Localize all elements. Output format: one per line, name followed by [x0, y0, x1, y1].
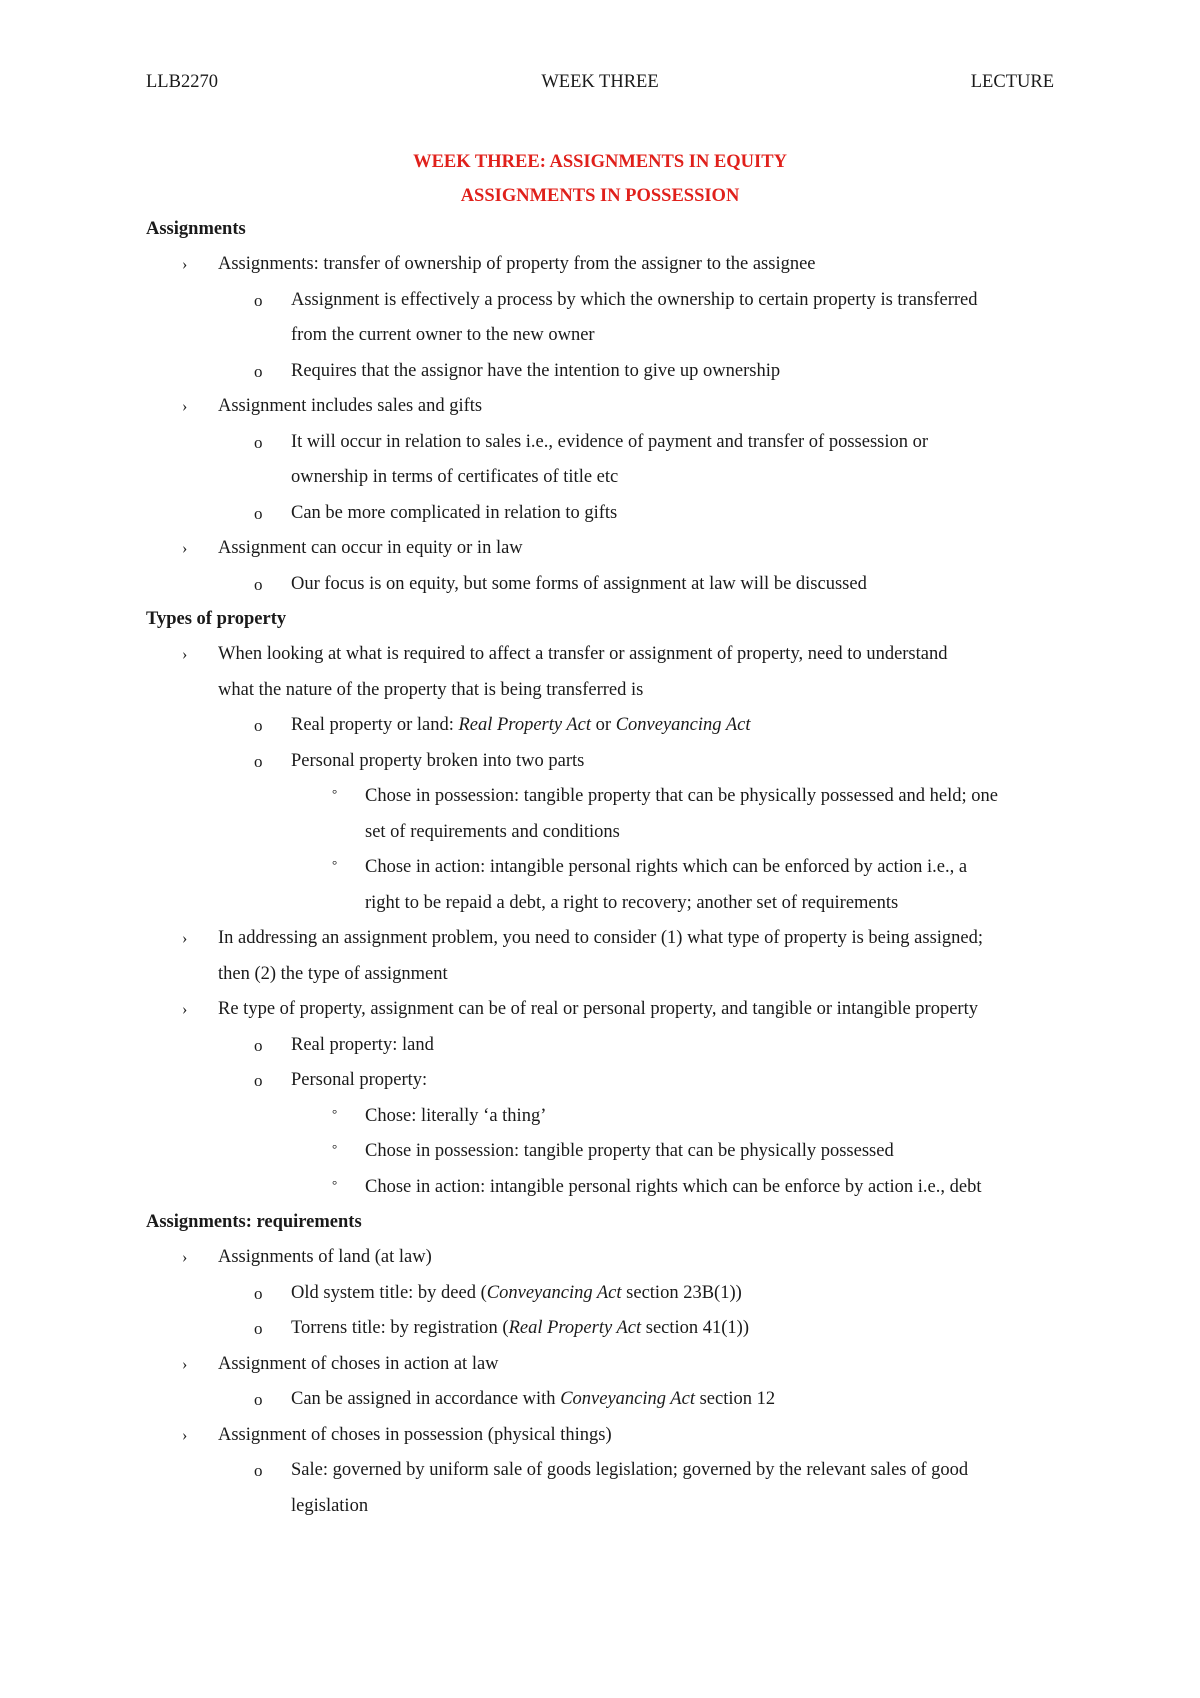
degree-bullet-icon: ° [332, 1105, 338, 1121]
list-item-text: Sale: governed by uniform sale of goods legislation; governed by the relevant sales of good [291, 1460, 969, 1480]
list-item-text: set of requirements and conditions [365, 821, 620, 842]
title-line-2: ASSIGNMENTS IN POSSESSION [460, 186, 740, 206]
list-item [146, 531, 1066, 567]
list-item [146, 1453, 1066, 1489]
header-type: LECTURE [970, 72, 1054, 92]
text-run: Can be assigned in accordance with [291, 1389, 561, 1409]
list-item-continuation [146, 460, 1066, 496]
list-item [146, 637, 1066, 673]
list-item-text: Personal property broken into two parts [291, 750, 585, 771]
chevron-bullet-icon: › [182, 256, 188, 273]
list-item [146, 1170, 1066, 1206]
list-item [146, 283, 1066, 319]
header-week: WEEK THREE [541, 72, 659, 92]
list-item-text: Assignment can occur in equity or in law [218, 538, 523, 558]
legislation-title: Conveyancing Act [615, 715, 751, 735]
circle-bullet-icon: o [254, 1283, 263, 1303]
list-item-text: Real property: land [291, 1034, 434, 1055]
legislation-title: Real Property Act [508, 1318, 642, 1338]
document-body [146, 212, 1066, 1524]
list-item [146, 779, 1066, 815]
list-item [146, 850, 1066, 886]
list-item-text: Assignment is effectively a process by which the ownership to certain property is transferred [291, 289, 978, 310]
circle-bullet-icon: o [254, 1035, 263, 1055]
list-item-text: legislation [291, 1495, 369, 1516]
list-item [146, 708, 1066, 744]
section-heading-assignments: Assignments [146, 219, 246, 239]
chevron-bullet-icon: › [182, 1355, 188, 1373]
circle-bullet-icon: o [254, 1319, 263, 1338]
list-item-text [291, 1283, 742, 1303]
circle-bullet-icon: o [254, 716, 263, 735]
chevron-bullet-icon: › [182, 1426, 188, 1444]
list-item-text: what the nature of the property that is being transferred is [218, 679, 644, 700]
chevron-bullet-icon: › [182, 1249, 188, 1266]
list-item-text [291, 715, 750, 735]
list-item-continuation [146, 1489, 1066, 1525]
circle-bullet-icon: o [254, 751, 263, 771]
list-item-text: Chose in action: intangible personal rights which can be enforced by action i.e., a [365, 857, 968, 877]
circle-bullet-icon: o [254, 574, 263, 594]
list-item-text: Chose in possession: tangible property that can be physically possessed [365, 1141, 894, 1161]
degree-bullet-icon: ° [332, 786, 338, 801]
circle-bullet-icon: o [254, 290, 263, 310]
list-item-text [291, 1389, 775, 1409]
section-heading-types-of-property: Types of property [146, 609, 287, 629]
list-item [146, 1276, 1066, 1312]
list-item [146, 1063, 1066, 1099]
list-item-continuation [146, 673, 1066, 709]
list-item-text: Assignment of choses in possession (physical things) [218, 1424, 612, 1445]
list-item [146, 992, 1066, 1028]
circle-bullet-icon: o [254, 1390, 263, 1409]
list-item [146, 744, 1066, 780]
list-item-text: Chose in action: intangible personal rights which can be enforce by action i.e., debt [365, 1176, 982, 1197]
list-item-text: Assignments of land (at law) [218, 1247, 432, 1267]
list-item-text: Assignments: transfer of ownership of property from the assigner to the assignee [218, 254, 816, 274]
document-title [146, 145, 1054, 213]
circle-bullet-icon: o [254, 432, 263, 452]
list-item [146, 389, 1066, 425]
circle-bullet-icon: o [254, 1071, 263, 1090]
list-item [146, 1240, 1066, 1276]
chevron-bullet-icon: › [182, 398, 188, 415]
list-item-text: Requires that the assignor have the intention to give up ownership [291, 360, 781, 381]
circle-bullet-icon: o [254, 503, 263, 523]
list-item [146, 1347, 1066, 1383]
list-item-text: Assignment of choses in action at law [218, 1353, 499, 1374]
title-line-1: WEEK THREE: ASSIGNMENTS IN EQUITY [413, 152, 787, 172]
section-heading-assignments-requirements: Assignments: requirements [146, 1212, 362, 1232]
list-item-continuation [146, 815, 1066, 851]
list-item-text: right to be repaid a debt, a right to recovery; another set of requirements [365, 892, 899, 913]
text-run: Real property or land: [291, 715, 459, 735]
text-run: Old system title: by deed ( [291, 1282, 487, 1303]
list-item [146, 496, 1066, 532]
list-item-text: Can be more complicated in relation to gifts [291, 502, 618, 523]
circle-bullet-icon: o [254, 361, 263, 381]
list-item [146, 1099, 1066, 1135]
list-item [146, 1382, 1066, 1418]
degree-bullet-icon: ° [332, 1176, 338, 1192]
list-item-continuation [146, 886, 1066, 922]
list-item-continuation [146, 957, 1066, 993]
list-item-text: Chose: literally ‘a thing’ [365, 1105, 547, 1126]
list-item [146, 1028, 1066, 1064]
list-item [146, 425, 1066, 461]
text-run: section 23B(1)) [621, 1282, 742, 1303]
degree-bullet-icon: ° [332, 857, 338, 872]
list-item-text: ownership in terms of certificates of title etc [291, 467, 619, 487]
chevron-bullet-icon: › [182, 540, 188, 557]
list-item-text: It will occur in relation to sales i.e., evidence of payment and transfer of possession or [291, 431, 929, 452]
list-item-text: then (2) the type of assignment [218, 963, 448, 984]
list-item-text [291, 1318, 749, 1338]
legislation-title: Conveyancing Act [486, 1282, 622, 1303]
page-header [146, 72, 1054, 96]
list-item-text: When looking at what is required to affect a transfer or assignment of property, need to understand [218, 644, 948, 664]
list-item [146, 354, 1066, 390]
chevron-bullet-icon: › [182, 930, 188, 947]
list-item [146, 1311, 1066, 1347]
list-item-continuation [146, 318, 1066, 354]
list-item-text: Our focus is on equity, but some forms of assignment at law will be discussed [291, 573, 867, 594]
list-item-text: In addressing an assignment problem, you need to consider (1) what type of property is being assigned; [218, 928, 984, 948]
legislation-title: Real Property Act [458, 715, 592, 735]
list-item-text: Assignment includes sales and gifts [218, 396, 483, 416]
list-item [146, 567, 1066, 603]
list-item-text: Personal property: [291, 1070, 428, 1090]
text-run: section 12 [694, 1389, 776, 1409]
text-run: section 41(1)) [641, 1318, 750, 1338]
list-item-text: from the current owner to the new owner [291, 325, 595, 345]
header-course-code: LLB2270 [146, 72, 218, 92]
circle-bullet-icon: o [254, 1461, 263, 1480]
text-run: Torrens title: by registration ( [291, 1318, 509, 1338]
list-item [146, 1418, 1066, 1454]
list-item-text: Re type of property, assignment can be of real or personal property, and tangible or intangible property [218, 999, 978, 1019]
list-item [146, 1134, 1066, 1170]
list-item [146, 247, 1066, 283]
list-item [146, 921, 1066, 957]
degree-bullet-icon: ° [332, 1141, 338, 1156]
list-item-text: Chose in possession: tangible property that can be physically possessed and held; one [365, 786, 998, 806]
chevron-bullet-icon: › [182, 646, 188, 663]
chevron-bullet-icon: › [182, 1001, 188, 1018]
legislation-title: Conveyancing Act [560, 1389, 695, 1409]
text-run: or [591, 715, 616, 735]
